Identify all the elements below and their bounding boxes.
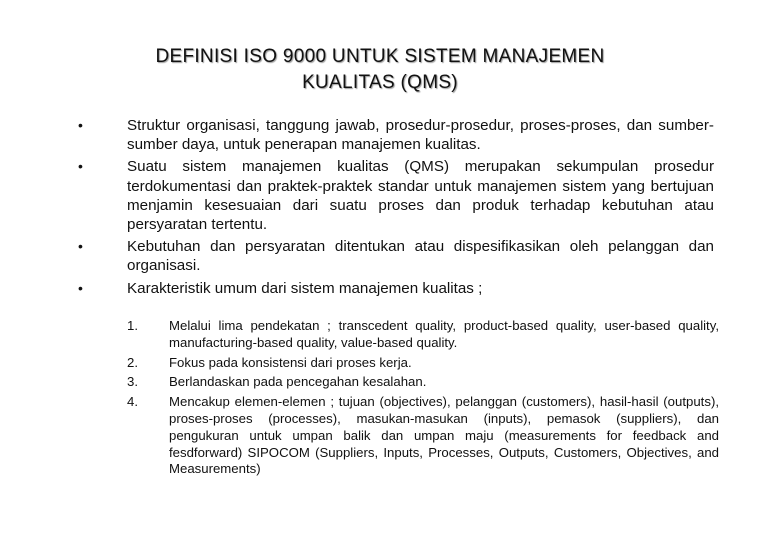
item-number: 2.	[127, 354, 138, 370]
bullet-text: Karakteristik umum dari sistem manajemen kualitas ;	[127, 279, 483, 297]
item-number: 4.	[127, 394, 138, 410]
bullet-dot-icon: •	[78, 238, 83, 255]
item-text: Berlandaskan pada pencegahan kesalahan.	[169, 374, 427, 390]
numbered-item	[74, 374, 719, 391]
bullet-item	[74, 237, 714, 275]
bullet-dot-icon: •	[78, 279, 83, 296]
item-text: Fokus pada konsistensi dari proses kerja.	[169, 354, 412, 370]
bullet-item	[74, 116, 714, 154]
bullet-dot-icon: •	[78, 117, 83, 133]
numbered-item	[74, 394, 719, 478]
bullet-text: Kebutuhan dan persyaratan ditentukan atau dispesifikasikan oleh pelanggan dan organisasi.	[127, 238, 714, 275]
bullet-list	[74, 116, 714, 298]
numbered-item	[74, 318, 719, 352]
numbered-sub-list	[74, 318, 719, 481]
bullet-item	[74, 279, 714, 298]
slide-title-line-2: KUALITAS (QMS)	[302, 72, 458, 93]
bullet-item	[74, 157, 714, 234]
numbered-item	[74, 355, 719, 372]
item-number: 1.	[127, 318, 138, 333]
slide-title	[80, 44, 680, 96]
item-text: Melalui lima pendekatan ; transcedent quality, product-based quality, user-based quality, manufacturing-based quality, value-based quality.	[169, 318, 719, 350]
item-text: Mencakup elemen-elemen ; tujuan (objectives), pelanggan (customers), hasil-hasil (outputs), proses-proses (processes), masukan-masukan (inputs), pemasok (suppliers), dan pengukuran untuk umpan balik dan umpan maju (measurements for feedback and fesdforward) SIPOCOM (Suppliers, Inputs, Processes, Outputs, Customers, Objectives, and Measurements)	[169, 394, 719, 477]
bullet-text: Suatu sistem manajemen kualitas (QMS) merupakan sekumpulan prosedur terdokumentasi dan praktek-praktek standar untuk manajemen sistem yang bertujuan menjamin kesesuaian dari suatu proses dan produk terhadap kebutuhan atau persyaratan tertentu.	[127, 158, 714, 234]
item-number: 3.	[127, 374, 138, 390]
bullet-text: Struktur organisasi, tanggung jawab, prosedur-prosedur, proses-proses, dan sumber-sumber daya, untuk penerapan manajemen kualitas.	[127, 117, 714, 154]
bullet-dot-icon: •	[78, 158, 83, 175]
slide-title-line-1: DEFINISI ISO 9000 UNTUK SISTEM MANAJEMEN	[155, 46, 605, 67]
